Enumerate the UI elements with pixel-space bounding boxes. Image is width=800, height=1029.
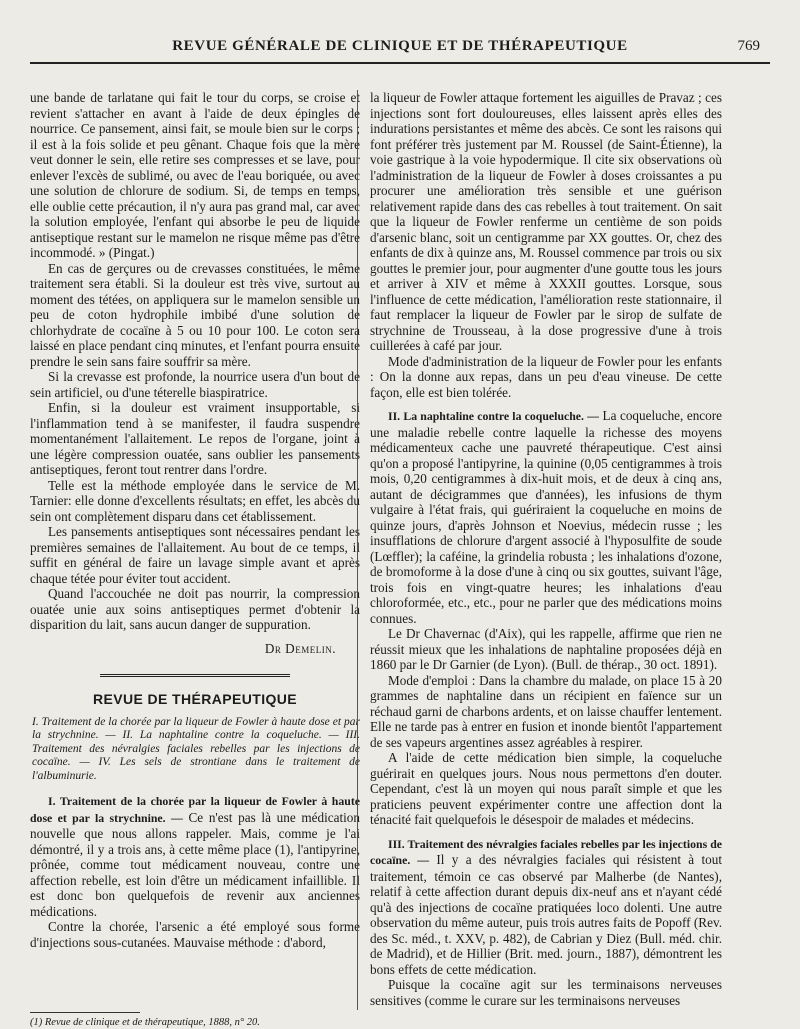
- part-three-text: Il y a des névralgies faciales qui résistent à tout traitement, témoin ce cas observé par Malherbe (de Nantes), relatif à cette affection durant depuis dix-neuf ans et n'ayant cédé qu'à des injections de cocaïne pratiquées loco dolenti. Une autre observation du même auteur, puis trois autres faits de Popoff (Rev. des Sc. méd., t. XXV, p. 482), de Cabrian y Diez (Bull. méd. chir. de Madrid), et de Hillier (Brit. med. journ., 1887), démontrent les bons effets de cette médication.: [370, 852, 722, 977]
- part-one-text: Ce n'est pas là une médication nouvelle que nous allons rappeler. Mais, comme je l'ai démontré, il y a trois ans, à cette même place (1), l'antipyrine, prônée, comme tout médicament nouveau, contre une affection rebelle, est loin d'être un médicament infaillible. Il est donc bon quelquefois de revenir aux anciennes médications.: [30, 809, 360, 919]
- part-two-text: La coqueluche, encore une maladie rebelle contre laquelle la richesse des moyens médicamenteux cache une pauvreté thérapeutique. C'est ainsi qu'on a proposé l'antipyrine, la quinine (0,05 centigrammes à trois mois, 0,20 centigrammes à dix-huit mois, et de deux à cinq ans, autant de décigrammes que d'années), les infusions de thym vulgaire à l'état frais, qui guériraient la coqueluche en moins de quinze jours, d'après Johnson et Noevius, médecin russe ; les insufflations de chlorure d'argent associé à l'hyposulfite de soude (Lœffler); la caféine, la grindelia robusta ; les inhalations d'ozone, de bromoforme à la dose d'une à cinq ou six gouttes, suivant l'âge, trois fois en vingt-quatre heures; les inhalations d'eau chloroformée, etc., etc., pour ne parler que des médications moins connues.: [370, 408, 722, 626]
- paragraph: Contre la chorée, l'arsenic a été employé sous forme d'injections sous-cutanées. Mauvaise méthode : d'abord,: [30, 919, 360, 950]
- section-summary: I. Traitement de la chorée par la liqueur de Fowler à haute dose et par la strychnine. — II. La naphtaline contre la coqueluche. — III. Traitement des névralgies faciales rebelles par les injections de cocaïne. — IV. Les sels de strontiane dans le traitement de l'albuminurie.: [32, 715, 360, 782]
- part-two-heading: II. La naphtaline contre la coqueluche. —: [388, 409, 599, 423]
- paragraph: Quand l'accouchée ne doit pas nourrir, la compression ouatée unie aux soins antiseptiques permet d'obtenir la disparition du lait, sans aucun danger de suppuration.: [30, 586, 360, 632]
- page-header: [30, 34, 770, 64]
- paragraph: Telle est la méthode employée dans le service de M. Tarnier: elle donne d'excellents résultats; en effet, les abcès du sein ont complètement disparu dans cet établissement.: [30, 477, 360, 524]
- paragraph: une bande de tarlatane qui fait le tour du corps, se croise et revient s'attacher en avant à l'aide de deux épingles de nourrice. Ce pansement, ainsi fait, se moule bien sur le corps ; il est à la fois solide et peu gênant. Chaque fois que la mère veut donner le sein, elle retire ses compresses et se lave, pour enlever l'excès de sublimé, ou avec de l'eau boriquée, ou avec une solution de chlorure de sodium. Si, de temps en temps, elle oublie cette précaution, il n'y aura pas grand mal, car avec la solution employée, l'enfant qui absorbe le peu de liquide antiseptique restant sur le mamelon ne risque même pas d'être incommodé. » (Pingat.): [30, 90, 360, 260]
- paragraph: A l'aide de cette médication bien simple, la coqueluche guérirait en quelques jours. Nous nous permettons d'en douter. Cependant, c'est là un moyen qui nous paraît simple et que les praticiens peuvent expérimenter contre une affection dont la ténacité fait quelquefois le désespoir de malades et médecins.: [370, 750, 722, 827]
- part-three: [370, 836, 722, 978]
- part-three-heading: III. Traitement des névralgies faciales rebelles par les injections de cocaïne. —: [370, 836, 722, 867]
- header-rule: [30, 62, 770, 64]
- paragraph: Le Dr Chavernac (d'Aix), qui les rappelle, affirme que rien ne réussit mieux que les inhalations de naphtaline proposées déjà en 1860 par le Dr Garnier (de Lyon). (Bull. de thérap., 30 oct. 1891).: [370, 626, 722, 672]
- footnote-rule: [30, 1012, 140, 1013]
- paragraph: Mode d'administration de la liqueur de Fowler pour les enfants : On la donne aux repas, dans un peu d'eau vineuse. De cette façon, elle est bien tolérée.: [370, 353, 722, 400]
- column-divider: [357, 90, 358, 1010]
- part-one-heading: I. Traitement de la chorée par la liqueur de Fowler à haute dose et par la strychnine. —: [30, 794, 360, 825]
- section-title: REVUE DE THÉRAPEUTIQUE: [92, 691, 298, 707]
- paragraph: Enfin, si la douleur est vraiment insupportable, si l'inflammation tend à se manifester, il faudra suspendre momentanément l'allaitement. Le repos de l'organe, joint à une légère compression ouatée, sans oublier les pansements antiseptiques, feront tout rentrer dans l'ordre.: [30, 400, 360, 477]
- running-title: REVUE GÉNÉRALE DE CLINIQUE ET DE THÉRAPEUTIQUE: [172, 38, 628, 54]
- paragraph: Puisque la cocaïne agit sur les terminaisons nerveuses sensitives (comme le curare sur les terminaisons nerveuses: [370, 977, 722, 1008]
- paragraph: Les pansements antiseptiques sont nécessaires pendant les premières semaines de l'allaitement. Au bout de ce temps, il suffit en général de faire un lavage simple avant et après chaque tétée pour éviter tout accident.: [30, 524, 360, 586]
- right-column: [370, 90, 722, 1008]
- footnote: (1) Revue de clinique et de thérapeutique, 1888, n° 20.: [30, 1017, 260, 1028]
- paragraph: la liqueur de Fowler attaque fortement les aiguilles de Pravaz ; ces injections sont fort douloureuses, elles laissent après elles des indurations persistantes et même des abcès. Ce sont les raisons qui font préférer très justement par M. Roussel (de Saint-Étienne), la voie gastrique à la voie hypodermique. Il cite six observations où l'administration de la liqueur de Fowler à doses croissantes a pu procurer une amélioration très sensible et une guérison relativement rapide dans des cas rebelles à tout traitement. On sait que la liqueur de Fowler renferme un centième de son poids d'arsenic blanc, soit un centigramme par XX gouttes. Or, chez des enfants de dix à quinze ans, M. Roussel commence par trois ou six gouttes le premier jour, pour augmenter d'une goutte tous les jours et arriver à XIV et même à XXXII gouttes. Lorsque, sous l'influence de cette médication, l'amélioration reste stationnaire, il faut remplacer la liqueur de Fowler par le sirop de sulfate de strychnine de Trousseau, à la dose progressive d'une à trois cuillerées à café par jour.: [370, 90, 722, 353]
- left-column: [30, 90, 360, 950]
- paragraph: Mode d'emploi : Dans la chambre du malade, on place 15 à 20 grammes de naphtaline dans un récipient en faïence sur un réchaud garni de charbons ardents, et on laisse chauffer lentement. Elle ne tarde pas à entrer en fusion et inonde bientôt l'appartement de ses vapeurs argentines assez agréables à respirer.: [370, 672, 722, 750]
- paragraph: Si la crevasse est profonde, la nourrice usera d'un bout de sein artificiel, ou d'une téterelle biaspiratrice.: [30, 369, 360, 400]
- part-two: [370, 408, 722, 626]
- section-divider: [100, 674, 290, 680]
- page-number: 769: [737, 38, 760, 54]
- part-one: [30, 793, 360, 919]
- author-signature: Dr Demelin.: [264, 640, 336, 656]
- paragraph: En cas de gerçures ou de crevasses constituées, le même traitement sera établi. Si la douleur est très vive, surtout au moment des tétées, on appliquera sur le mamelon sensible un peu de coton hydrophile imbibé d'une solution de chlorhydrate de cocaïne à 5 ou 10 pour 100. Le coton sera laissé en place pendant cinq minutes, et l'enfant pourra ensuite prendre le sein sans faire souffrir sa mère.: [30, 260, 360, 369]
